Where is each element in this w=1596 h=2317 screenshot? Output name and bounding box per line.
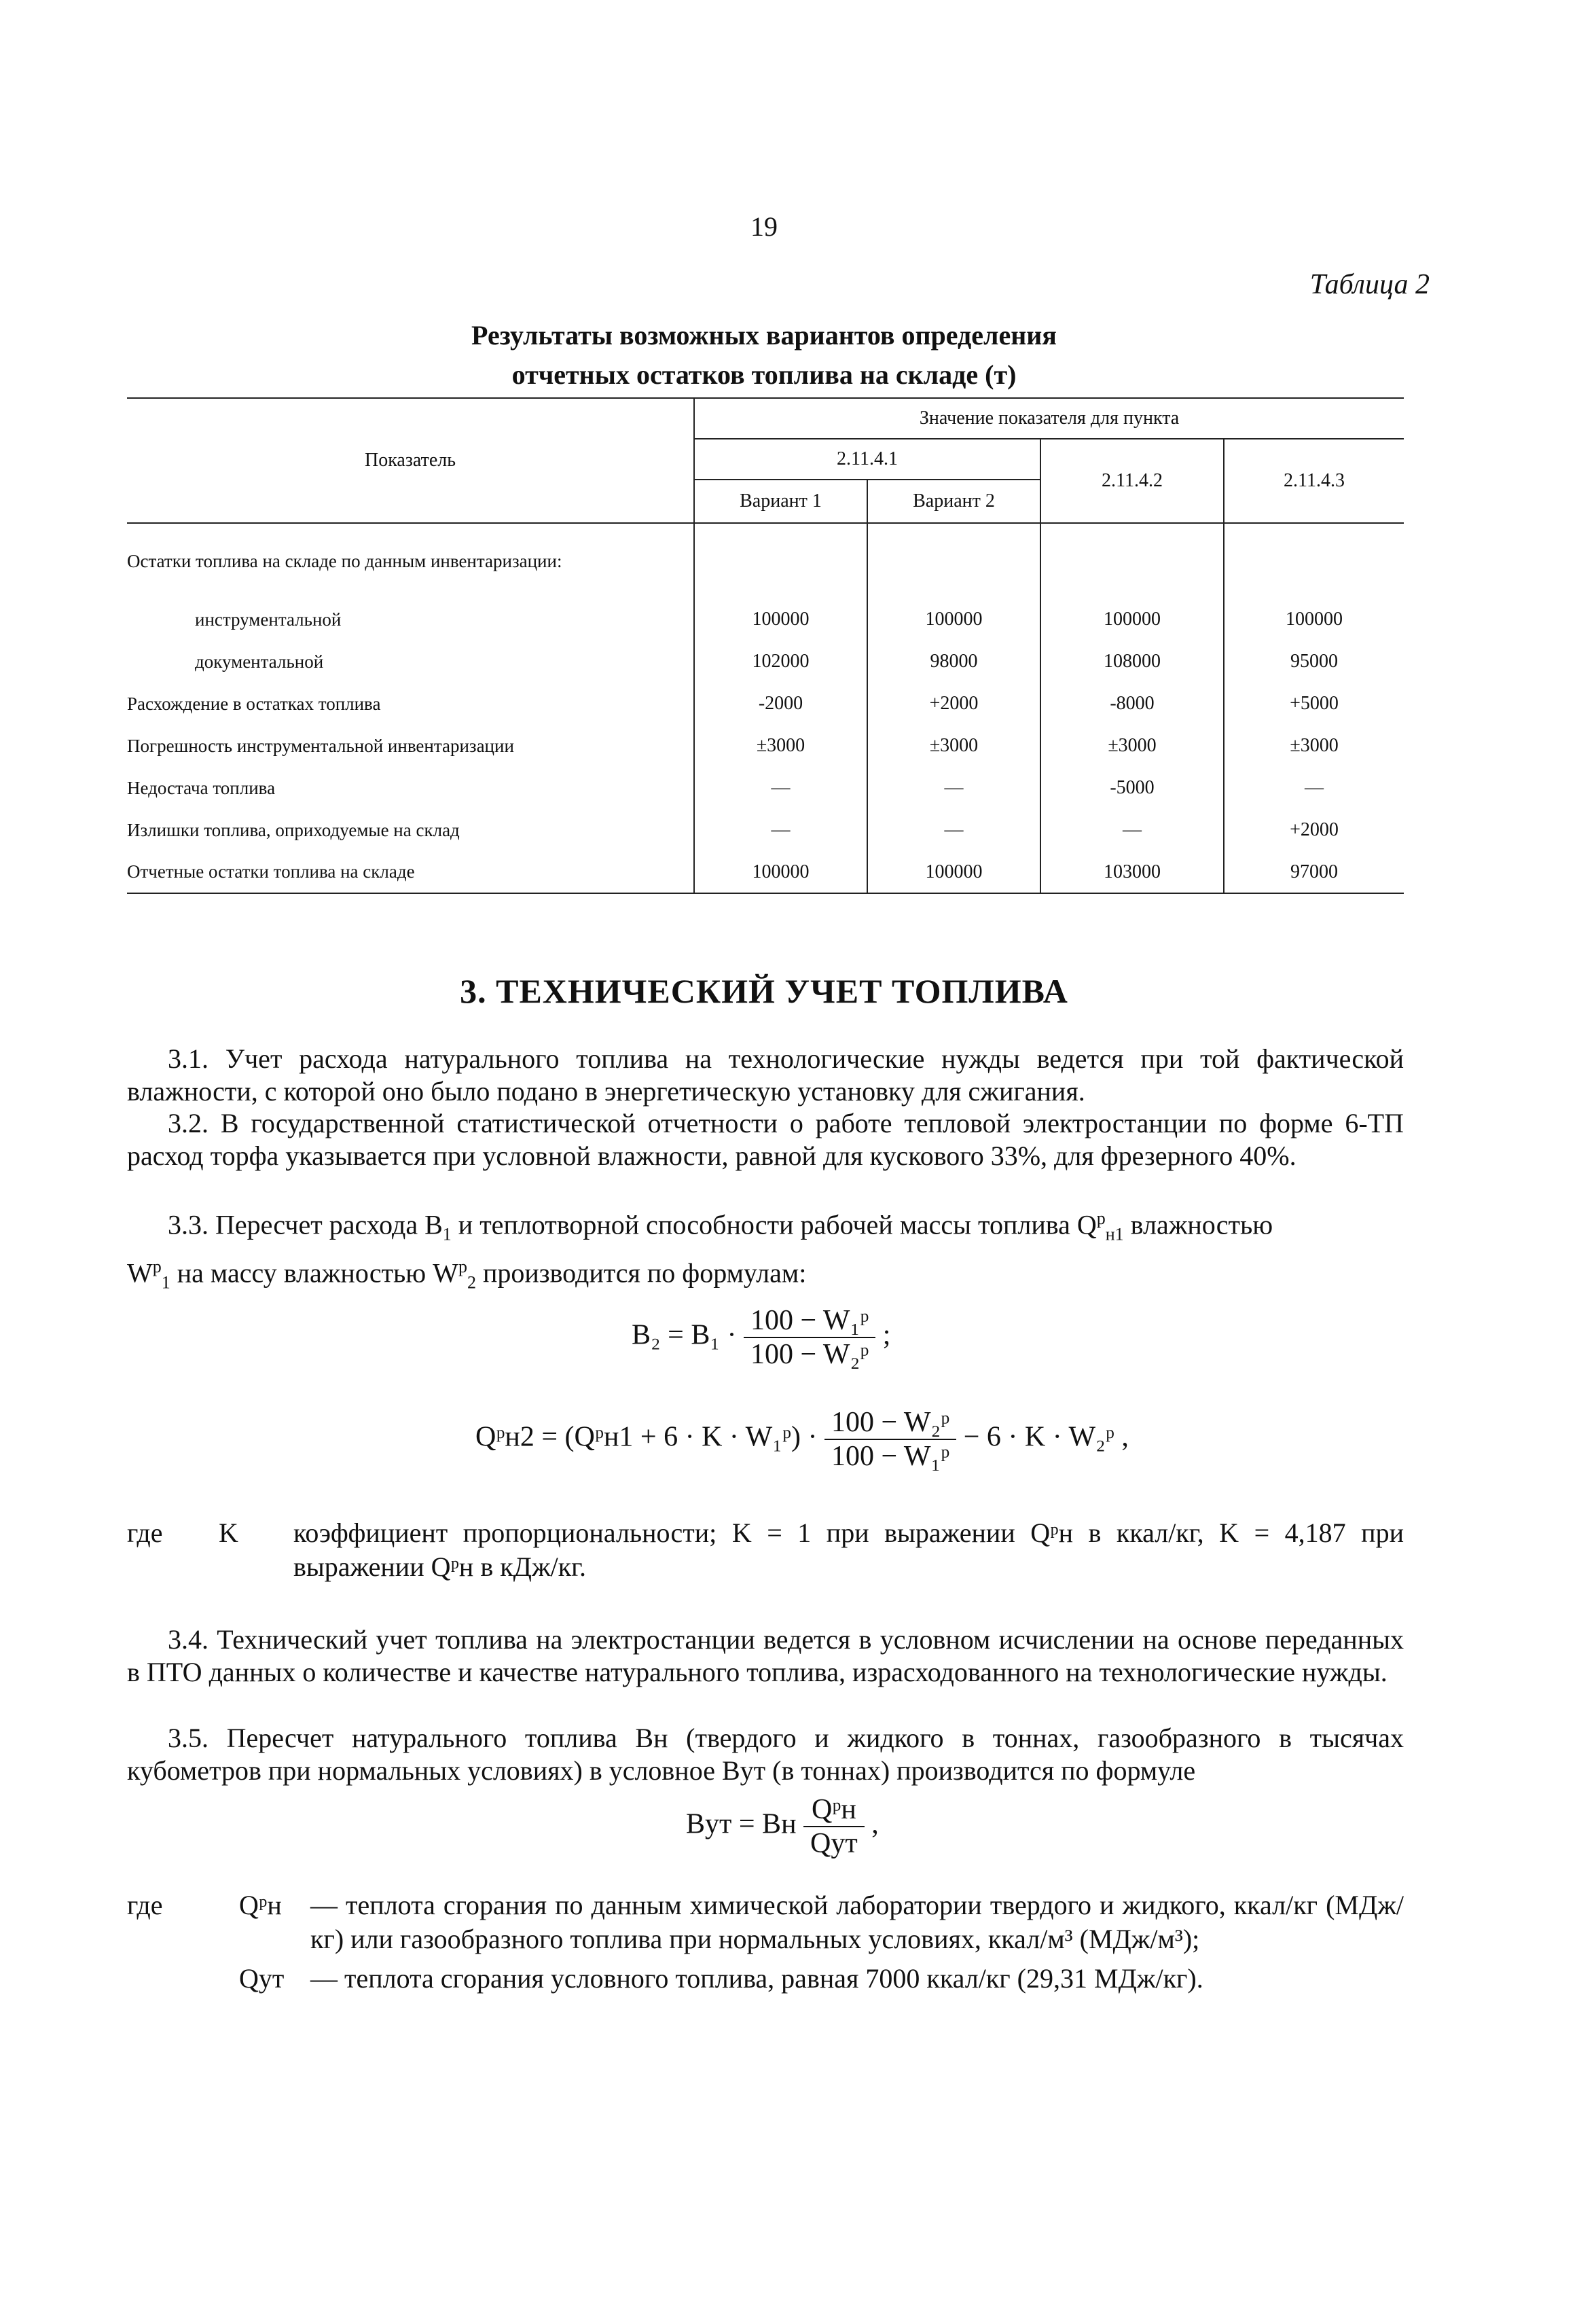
table-title	[340, 316, 1189, 395]
formula-2-denominator: 100 − W₁ᵖ	[831, 1441, 950, 1472]
where-q-n-text: — теплота сгорания по данным химической лаборатории твердого и жидкого, ккал/кг (МДж/кг) или газообразного топлива при нормальных условиях, ккал/м³ (МДж/м³);	[310, 1890, 1404, 1954]
row-label: инструментальной	[195, 609, 342, 630]
table-title-line1: Результаты возможных вариантов определения	[471, 320, 1057, 351]
cell: —	[694, 767, 867, 809]
p33-d: W	[127, 1257, 153, 1289]
header-2-11-4-2: 2.11.4.2	[1040, 439, 1224, 523]
paragraph-3-5	[127, 1722, 1404, 1787]
formula-3-lhs: Bут = Bн	[686, 1808, 797, 1840]
p33-e: на массу влажностью W	[170, 1257, 458, 1289]
formula-3-numerator: Qᵖн	[803, 1793, 865, 1827]
cell: -8000	[1040, 683, 1224, 725]
paragraph-3-1	[127, 1043, 1404, 1108]
cell: 100000	[694, 851, 867, 893]
where-symbol-q-ut: Qут	[239, 1963, 285, 1994]
table-label: Таблица 2	[1309, 269, 1430, 300]
cell: 108000	[1040, 641, 1224, 683]
formula-2-fraction	[824, 1406, 956, 1473]
where-q-ut-text: — теплота сгорания условного топлива, равная 7000 ккал/кг (29,31 МДж/кг).	[310, 1963, 1203, 1994]
cell: 103000	[1040, 851, 1224, 893]
cell: —	[867, 767, 1040, 809]
header-2-11-4-3: 2.11.4.3	[1224, 439, 1404, 523]
cell: ±3000	[694, 725, 867, 767]
cell: ±3000	[867, 725, 1040, 767]
where-q	[127, 1888, 1404, 1996]
page-number: 19	[750, 211, 778, 242]
cell: 98000	[867, 641, 1040, 683]
paragraph-3-2	[127, 1107, 1404, 1172]
cell: 95000	[1224, 641, 1404, 683]
header-variant1: Вариант 1	[694, 480, 867, 523]
formula-3-fraction	[803, 1793, 865, 1860]
cell: —	[1040, 809, 1224, 851]
cell: 100000	[1224, 598, 1404, 641]
results-table	[127, 397, 1404, 894]
formula-1-numerator: 100 − W₁ᵖ	[744, 1304, 875, 1338]
formula-1	[632, 1304, 890, 1371]
where-symbol-q-n: Qᵖн	[239, 1890, 282, 1920]
formula-2-lhs: Qᵖн2 = (Qᵖн1 + 6 · K · W₁ᵖ) ·	[475, 1421, 818, 1453]
formula-2	[475, 1406, 1129, 1473]
cell: +2000	[867, 683, 1040, 725]
cell: 102000	[694, 641, 867, 683]
row-label: Отчетные остатки топлива на складе	[127, 851, 694, 893]
table-row	[127, 851, 1404, 893]
where-symbol: K	[219, 1517, 238, 1548]
table-title-line2: отчетных остатков топлива на складе (т)	[511, 359, 1017, 390]
where-k-text: коэффициент пропорциональности; K = 1 при выражении Qᵖн в ккал/кг, K = 4,187 при выражении Qᵖн в кДж/кг.	[293, 1517, 1404, 1582]
paragraph-3-3: 3.3. Пересчет расхода $B_1$ и теплотворной способности рабочей массы топлива $Q^p_{н1}$ влажностью $W^p_1$ на массу влажностью $W^p_2$ производится по формулам:	[127, 1208, 1273, 1293]
header-2-11-4-1: 2.11.4.1	[694, 439, 1040, 480]
formula-3-denominator: Qут	[810, 1828, 858, 1859]
p33-c: влажностью	[1123, 1209, 1273, 1240]
table-row	[127, 725, 1404, 767]
formula-1-lhs: B₂ = B₁ ·	[632, 1319, 737, 1351]
cell: 100000	[694, 598, 867, 641]
p33-b: и теплотворной способности рабочей массы топлива Q	[451, 1209, 1097, 1240]
table-row	[127, 809, 1404, 851]
cell	[867, 523, 1040, 598]
header-group: Значение показателя для пункта	[694, 398, 1404, 439]
row-label: Погрешность инструментальной инвентаризации	[127, 735, 514, 756]
table-row	[127, 598, 1404, 641]
row-label: документальной	[195, 651, 324, 672]
p33-f: производится по формулам:	[475, 1257, 807, 1289]
cell: ±3000	[1224, 725, 1404, 767]
cell: 100000	[867, 598, 1040, 641]
table-row	[127, 683, 1404, 725]
where-k	[127, 1516, 1404, 1584]
cell: 97000	[1224, 851, 1404, 893]
formula-3-end: ,	[871, 1808, 879, 1840]
paragraph-3-4-text: 3.4. Технический учет топлива на электростанции ведется в условном исчислении на основе переданных в ПТО данных о количестве и качестве натурального топлива, израсходованного на технологические нужды.	[127, 1624, 1404, 1687]
formula-1-denominator: 100 − W₂ᵖ	[750, 1339, 869, 1370]
table-row	[127, 523, 1404, 598]
formula-1-fraction	[744, 1304, 875, 1371]
p33-a: 3.3. Пересчет расхода B	[168, 1209, 443, 1240]
cell: -2000	[694, 683, 867, 725]
paragraph-3-2-text: 3.2. В государственной статистической отчетности о работе тепловой электростанции по форме 6-ТП расход торфа указывается при условной влажности, равной для кускового 33%, для фрезерного 40%.	[127, 1108, 1404, 1171]
table-row	[127, 641, 1404, 683]
cell	[694, 523, 867, 598]
row-label: Остатки топлива на складе по данным инвентаризации:	[127, 550, 562, 571]
formula-3	[686, 1793, 879, 1860]
formula-2-numerator: 100 − W₂ᵖ	[824, 1406, 956, 1440]
cell: —	[694, 809, 867, 851]
row-label: Излишки топлива, оприходуемые на склад	[127, 819, 460, 840]
table-row	[127, 767, 1404, 809]
cell: 100000	[1040, 598, 1224, 641]
row-label: Расхождение в остатках топлива	[127, 693, 381, 714]
cell: +5000	[1224, 683, 1404, 725]
cell: —	[867, 809, 1040, 851]
cell	[1224, 523, 1404, 598]
header-variant2: Вариант 2	[867, 480, 1040, 523]
cell: +2000	[1224, 809, 1404, 851]
cell: —	[1224, 767, 1404, 809]
row-label: Недостача топлива	[127, 777, 276, 798]
header-indicator: Показатель	[127, 398, 694, 523]
section-heading: 3. ТЕХНИЧЕСКИЙ УЧЕТ ТОПЛИВА	[460, 972, 1068, 1010]
where-word: где	[127, 1517, 163, 1548]
formula-2-end: − 6 · K · W₂ᵖ ,	[963, 1421, 1129, 1453]
paragraph-3-4	[127, 1623, 1404, 1689]
paragraph-3-5-text: 3.5. Пересчет натурального топлива Bн (твердого и жидкого в тоннах, газообразного в тысячах кубометров при нормальных условиях) в условное Bут (в тоннах) производится по формуле	[127, 1723, 1404, 1786]
formula-1-end: ;	[882, 1319, 891, 1351]
paragraph-3-1-text: 3.1. Учет расхода натурального топлива на технологические нужды ведется при той фактической влажности, с которой оно было подано в энергетическую установку для сжигания.	[127, 1043, 1404, 1107]
where-word: где	[127, 1890, 163, 1920]
cell: -5000	[1040, 767, 1224, 809]
cell: 100000	[867, 851, 1040, 893]
cell: ±3000	[1040, 725, 1224, 767]
cell	[1040, 523, 1224, 598]
